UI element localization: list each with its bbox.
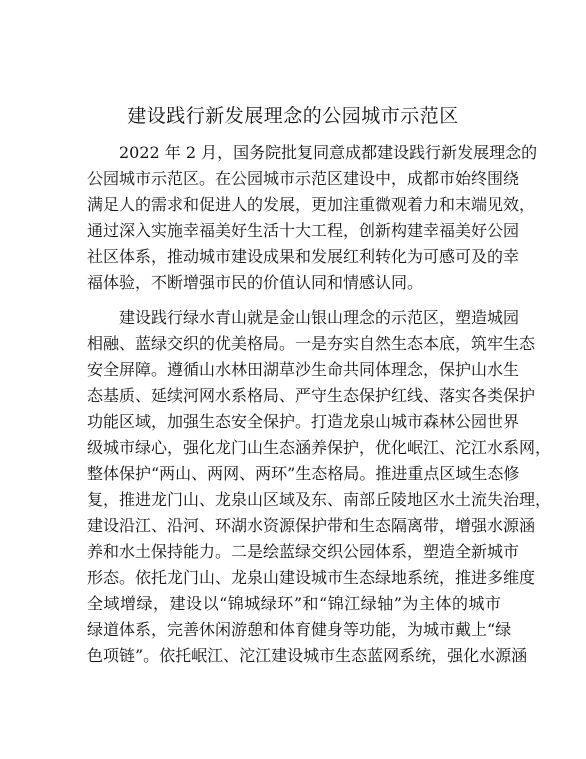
paragraph-2-line-8: 复，推进龙门山、龙泉山区域及东、南部丘陵地区水土流失治理， xyxy=(87,490,552,509)
paragraph-2-line-11: 形态。依托龙门山、龙泉山建设城市生态绿地系统，推进多维度 xyxy=(87,568,536,587)
paragraph-2-line-5: 功能区域，加强生态安全保护。打造龙泉山城市森林公园世界 xyxy=(87,412,520,431)
paragraph-2-line-14: 色项链”。依托岷江、沱江建设城市生态蓝网系统，强化水源涵 xyxy=(87,646,528,665)
paragraph-2-line-1: 建设践行绿水青山就是金山银山理念的示范区，塑造城园 xyxy=(119,308,520,327)
paragraph-2-line-3: 安全屏障。遵循山水林田湖草沙生命共同体理念，保护山水生 xyxy=(87,360,520,379)
paragraph-2-line-10: 养和水土保持能力。二是绘蓝绿交织公园体系，塑造全新城市 xyxy=(87,542,520,561)
paragraph-2-line-6: 级城市绿心，强化龙门山生态涵养保护，优化岷江、沱江水系网， xyxy=(87,438,552,457)
paragraph-2-line-12: 全域增绿，建设以“锦城绿环”和“锦江绿轴”为主体的城市 xyxy=(87,594,501,613)
paragraph-1-line-6: 福体验，不断增强市民的价值认同和情感认同。 xyxy=(87,273,424,292)
paragraph-1-line-2: 公园城市示范区。在公园城市示范区建设中，成都市始终围绕 xyxy=(87,169,520,188)
paragraph-1-line-5: 社区体系，推动城市建设成果和发展红利转化为可感可及的幸 xyxy=(87,247,520,266)
paragraph-2-line-9: 建设沿江、沿河、环湖水资源保护带和生态隔离带，增强水源涵 xyxy=(87,516,536,535)
paragraph-1-line-3: 满足人的需求和促进人的发展，更加注重微观着力和末端见效， xyxy=(87,195,536,214)
paragraph-2-line-2: 相融、蓝绿交织的优美格局。一是夯实自然生态本底，筑牢生态 xyxy=(87,334,536,353)
paragraph-2-line-4: 态基质、延续河网水系格局、严守生态保护红线、落实各类保护 xyxy=(87,386,536,405)
paragraph-1-line-1: 2022 年 2 月，国务院批复同意成都建设践行新发展理念的 xyxy=(119,143,538,162)
paragraph-2-line-13: 绿道体系，完善休闲游憩和体育健身等功能，为城市戴上“绿 xyxy=(87,620,512,639)
paragraph-1-line-4: 通过深入实施幸福美好生活十大工程，创新构建幸福美好公园 xyxy=(87,221,520,240)
paragraph-2-line-7: 整体保护“两山、两网、两环”生态格局。推进重点区域生态修 xyxy=(87,464,520,483)
document-title: 建设践行新发展理念的公园城市示范区 xyxy=(127,105,459,127)
